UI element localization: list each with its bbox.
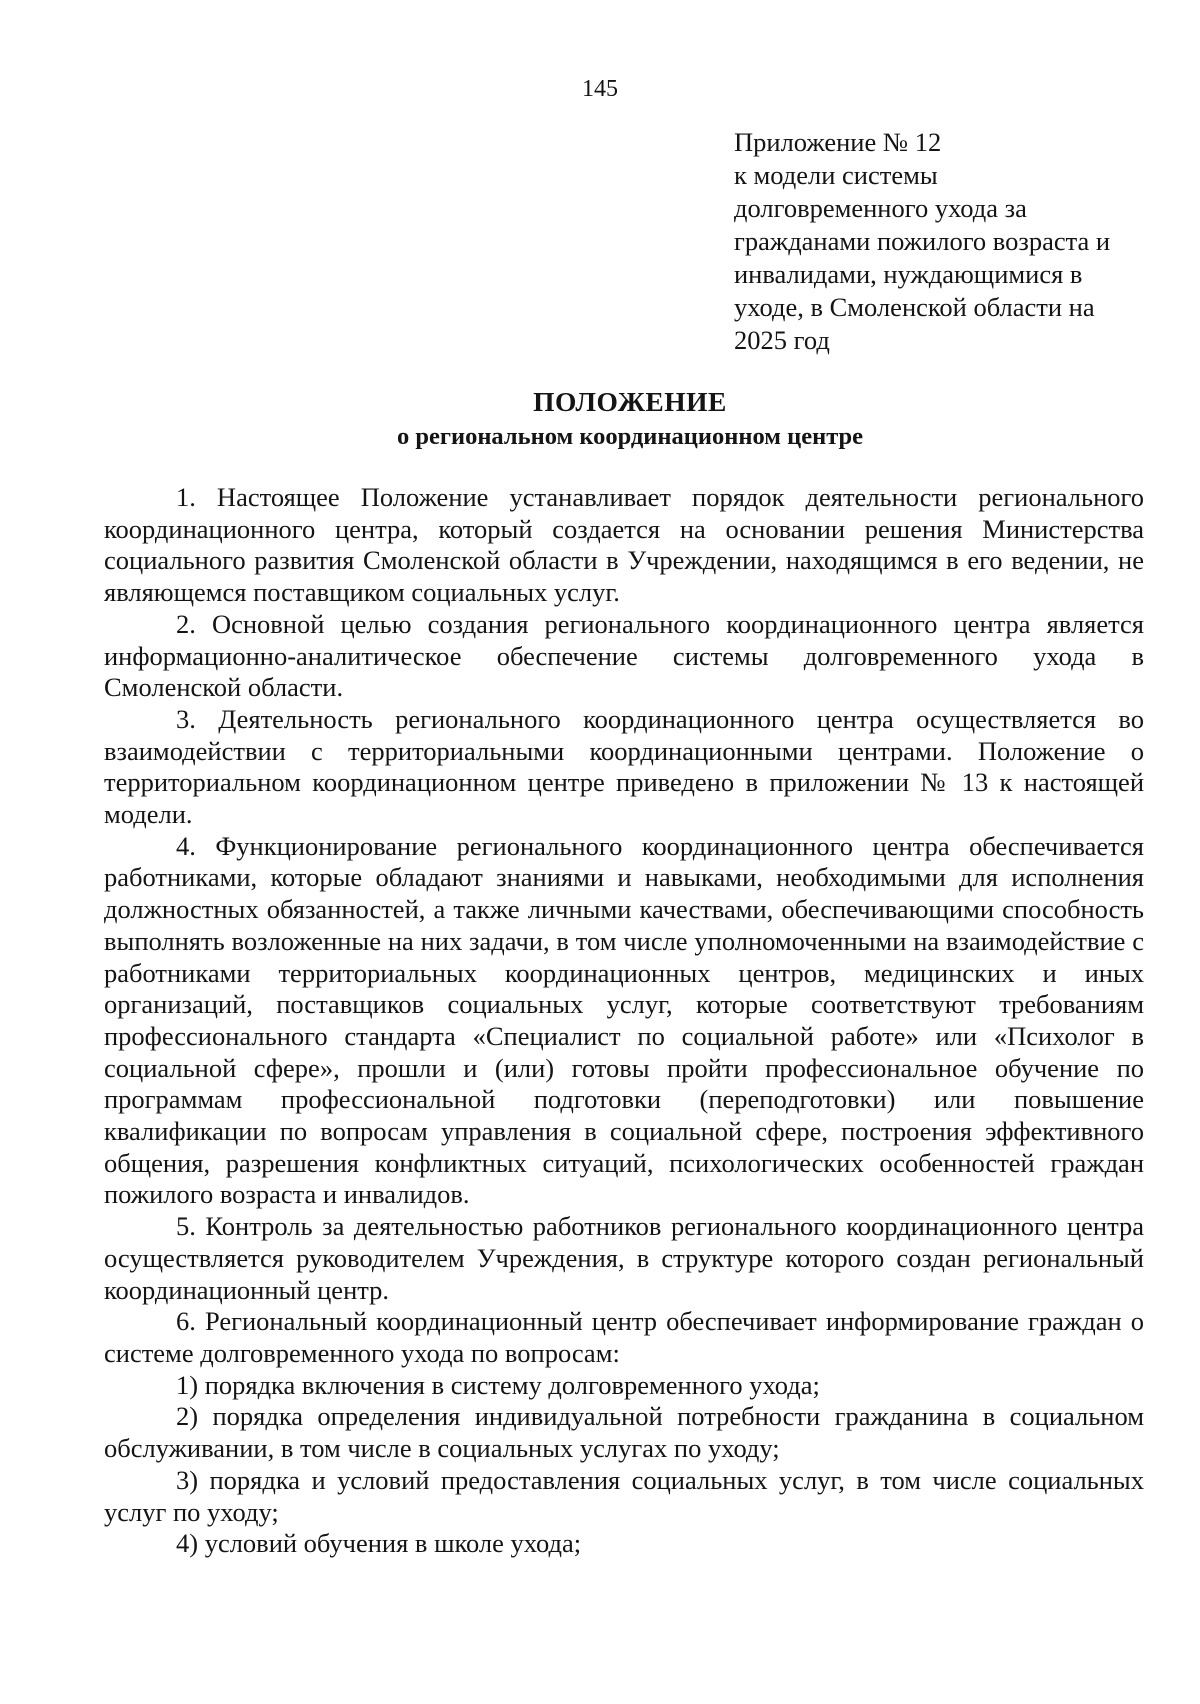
annex-line: инвалидами, нуждающимися в <box>734 259 1083 289</box>
paragraph-6: 6. Региональный координационный центр обеспечивает информирование граждан о системе долговременного ухода по вопросам: <box>104 1306 1144 1368</box>
annex-line: Приложение № 12 <box>734 127 942 157</box>
document-body <box>104 482 1144 1560</box>
annex-line: гражданами пожилого возраста и <box>734 226 1111 256</box>
paragraph-1: 1. Настоящее Положение устанавливает порядок деятельности регионального координационного центра, который создается на основании решения Министерства социального развития Смоленской области в Учреждении, находящимся в его ведении, не являющемся поставщиком социальных услуг. <box>104 482 1144 608</box>
document-subtitle: о региональном координационном центре <box>396 423 864 450</box>
annex-block <box>734 126 1174 357</box>
annex-line: к модели системы <box>734 160 938 190</box>
paragraph-2: 2. Основной целью создания регионального координационного центра является информационно-аналитическое обеспечение системы долговременного ухода в Смоленской области. <box>104 608 1144 703</box>
list-item-2: 2) порядка определения индивидуальной потребности гражданина в социальном обслуживании, в том числе в социальных услугах по уходу; <box>104 1401 1144 1464</box>
list-item-3: 3) порядка и условий предоставления социальных услуг, в том числе социальных услуг по уходу; <box>104 1464 1144 1527</box>
annex-line: долговременного ухода за <box>734 193 1027 223</box>
paragraph-4: 4. Функционирование регионального координационного центра обеспечивается работниками, которые обладают знаниями и навыками, необходимыми для исполнения должностных обязанностей, а также личными качествами, обеспечивающими способность выполнять возложенные на них задачи, в том числе уполномоченными на взаимодействие с работниками территориальных координационных центров, медицинских и иных организаций, поставщиков социальных услуг, которые соответствуют требованиям профессионального стандарта «Специалист по социальной работе» или «Психолог в социальной сфере», прошли и (или) готовы пройти профессиональное обучение по программам профессиональной подготовки (переподготовки) или повышение квалификации по вопросам управления в социальной сфере, построения эффективного общения, разрешения конфликтных ситуаций, психологических особенностей граждан пожилого возраста и инвалидов. <box>104 830 1144 1210</box>
list-item-4: 4) условий обучения в школе ухода; <box>176 1528 582 1559</box>
page-number: 145 <box>582 76 618 102</box>
document-title: ПОЛОЖЕНИЕ <box>533 386 727 417</box>
list-item-1: 1) порядка включения в систему долговременного ухода; <box>176 1369 820 1400</box>
paragraph-5: 5. Контроль за деятельностью работников регионального координационного центра осуществляется руководителем Учреждения, в структуре которого создан региональный координационный центр. <box>104 1211 1144 1305</box>
paragraph-3: 3. Деятельность регионального координационного центра осуществляется во взаимодействии с территориальными координационными центрами. Положение о территориальном координационном центре приведено в приложении № 13 к настоящей модели. <box>104 703 1144 830</box>
annex-line: 2025 год <box>734 325 830 355</box>
annex-line: уходе, в Смоленской области на <box>734 292 1095 322</box>
